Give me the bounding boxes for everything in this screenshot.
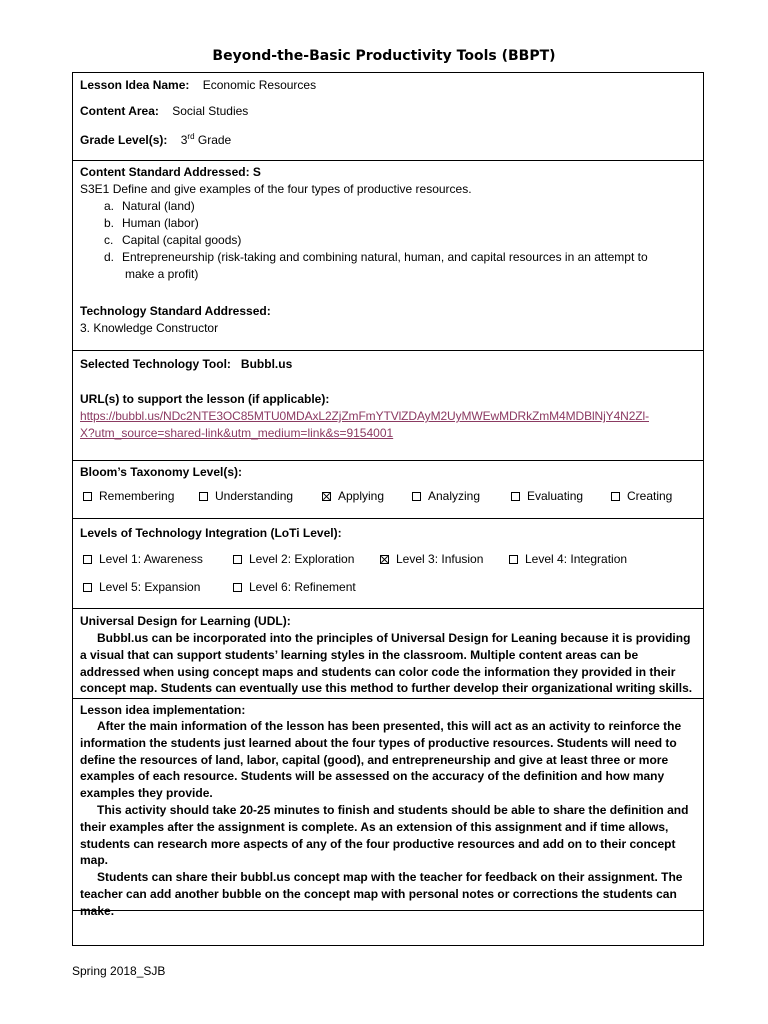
- loti-level-6[interactable]: Level 6: Refinement: [233, 579, 356, 595]
- blooms-option-creating[interactable]: Creating: [611, 488, 672, 504]
- udl-text: Bubbl.us can be incorporated into the principles of Universal Design for Leaning because it is providing a visual that can support students’ learning styles in the classroom. Multiple content areas can be addressed when using concept maps and students can color code the information they provided in their concept map. Students can eventually use this method to further develop their organizational writing skills.: [80, 631, 693, 696]
- technology-tool-value: Bubbl.us: [240, 357, 293, 371]
- standard-s3e1: S3E1 Define and give examples of the four types of productive resources.: [80, 182, 472, 196]
- lesson-url-link-line1[interactable]: https://bubbl.us/NDc2NTE3OC85MTU0MDAxL2ZjZmFmYTVlZDAyM2UyMWEwMDRkZmM4MDBlNjY4N2Zl-: [80, 409, 649, 423]
- blooms-option-analyzing[interactable]: Analyzing: [412, 488, 480, 504]
- standard-item-d-continued: make a profit): [125, 267, 199, 281]
- standard-item-d: d. Entrepreneurship (risk-taking and combining natural, human, and capital resources in an attempt to: [104, 250, 648, 264]
- loti-section: [73, 519, 703, 609]
- standard-item-b: b. Human (labor): [104, 216, 199, 230]
- blooms-option-evaluating[interactable]: Evaluating: [511, 488, 583, 504]
- checkbox-icon: [83, 555, 92, 564]
- lesson-name-line: [80, 77, 316, 93]
- content-area-label: Content Area:: [80, 104, 159, 118]
- lesson-name-value: Economic Resources: [202, 78, 317, 92]
- technology-tool-section: [73, 351, 703, 461]
- loti-level-4[interactable]: Level 4: Integration: [509, 551, 627, 567]
- standard-item-c: c. Capital (capital goods): [104, 233, 242, 247]
- checkbox-icon: [509, 555, 518, 564]
- blooms-option-understanding[interactable]: Understanding: [199, 488, 293, 504]
- udl-label: Universal Design for Learning (UDL):: [80, 614, 291, 628]
- footer-text: Spring 2018_SJB: [72, 964, 166, 978]
- udl-section: [73, 609, 703, 699]
- technology-tool-line: [80, 356, 292, 372]
- standards-section: [73, 161, 703, 351]
- implementation-label: Lesson idea implementation:: [80, 703, 246, 717]
- checkbox-icon: [233, 583, 242, 592]
- lesson-url-link-line2[interactable]: X?utm_source=shared-link&utm_medium=link&s=9154001: [80, 426, 394, 440]
- content-area-line: [80, 103, 248, 119]
- blooms-label: Bloom’s Taxonomy Level(s):: [80, 465, 243, 479]
- empty-row: [73, 911, 703, 945]
- lesson-plan-table: [72, 72, 704, 946]
- checkbox-icon: [83, 583, 92, 592]
- technology-tool-label: Selected Technology Tool:: [80, 357, 231, 371]
- url-label: URL(s) to support the lesson (if applicable):: [80, 392, 330, 406]
- loti-level-5[interactable]: Level 5: Expansion: [83, 579, 200, 595]
- checkbox-checked-icon: [380, 555, 389, 564]
- lesson-info-section: [73, 73, 703, 161]
- grade-level-line: [80, 129, 231, 148]
- standard-item-a: a. Natural (land): [104, 199, 195, 213]
- content-standard-label: Content Standard Addressed: S: [80, 165, 261, 179]
- implementation-text: [80, 718, 698, 920]
- grade-level-label: Grade Level(s):: [80, 133, 168, 147]
- grade-level-number: 3: [180, 133, 188, 147]
- implementation-paragraph-2: This activity should take 20-25 minutes to finish and students should be able to share the definition and their examples after the assignment is complete. As an extension of this assignment and if time allows, students can research more aspects of any of the four productive resources and add on to their concept map.: [80, 802, 689, 868]
- checkbox-icon: [412, 492, 421, 501]
- checkbox-icon: [511, 492, 520, 501]
- implementation-paragraph-1: After the main information of the lesson has been presented, this will act as an activity to reinforce the information the students just learned about the four types of productive resources. Students will need to define the resources of land, labor, capital (good), and entrepreneurship and give at least three or more examples of each resource. Students will be assessed on the accuracy of the definition and how many examples they provide.: [80, 719, 682, 801]
- checkbox-icon: [199, 492, 208, 501]
- blooms-option-remembering[interactable]: Remembering: [83, 488, 174, 504]
- technology-standard-label: Technology Standard Addressed:: [80, 304, 271, 318]
- implementation-section: [73, 699, 703, 918]
- implementation-paragraph-3: Students can share their bubbl.us concept map with the teacher for feedback on their assignment. The teacher can add another bubble on the concept map with personal notes or corrections the students can make.: [80, 870, 683, 918]
- blooms-option-applying[interactable]: Applying: [322, 488, 384, 504]
- loti-level-2[interactable]: Level 2: Exploration: [233, 551, 354, 567]
- loti-level-1[interactable]: Level 1: Awareness: [83, 551, 203, 567]
- loti-level-3[interactable]: Level 3: Infusion: [380, 551, 483, 567]
- checkbox-icon: [83, 492, 92, 501]
- checkbox-icon: [611, 492, 620, 501]
- checkbox-checked-icon: [322, 492, 331, 501]
- page-title: Beyond-the-Basic Productivity Tools (BBPT): [212, 48, 556, 64]
- grade-level-word: Grade: [197, 133, 232, 147]
- technology-standard-value: 3. Knowledge Constructor: [80, 321, 219, 335]
- lesson-name-label: Lesson Idea Name:: [80, 78, 190, 92]
- content-area-value: Social Studies: [172, 104, 249, 118]
- checkbox-icon: [233, 555, 242, 564]
- blooms-section: [73, 461, 703, 519]
- grade-level-suffix: rd: [187, 132, 195, 141]
- loti-label: Levels of Technology Integration (LoTi Level):: [80, 526, 342, 540]
